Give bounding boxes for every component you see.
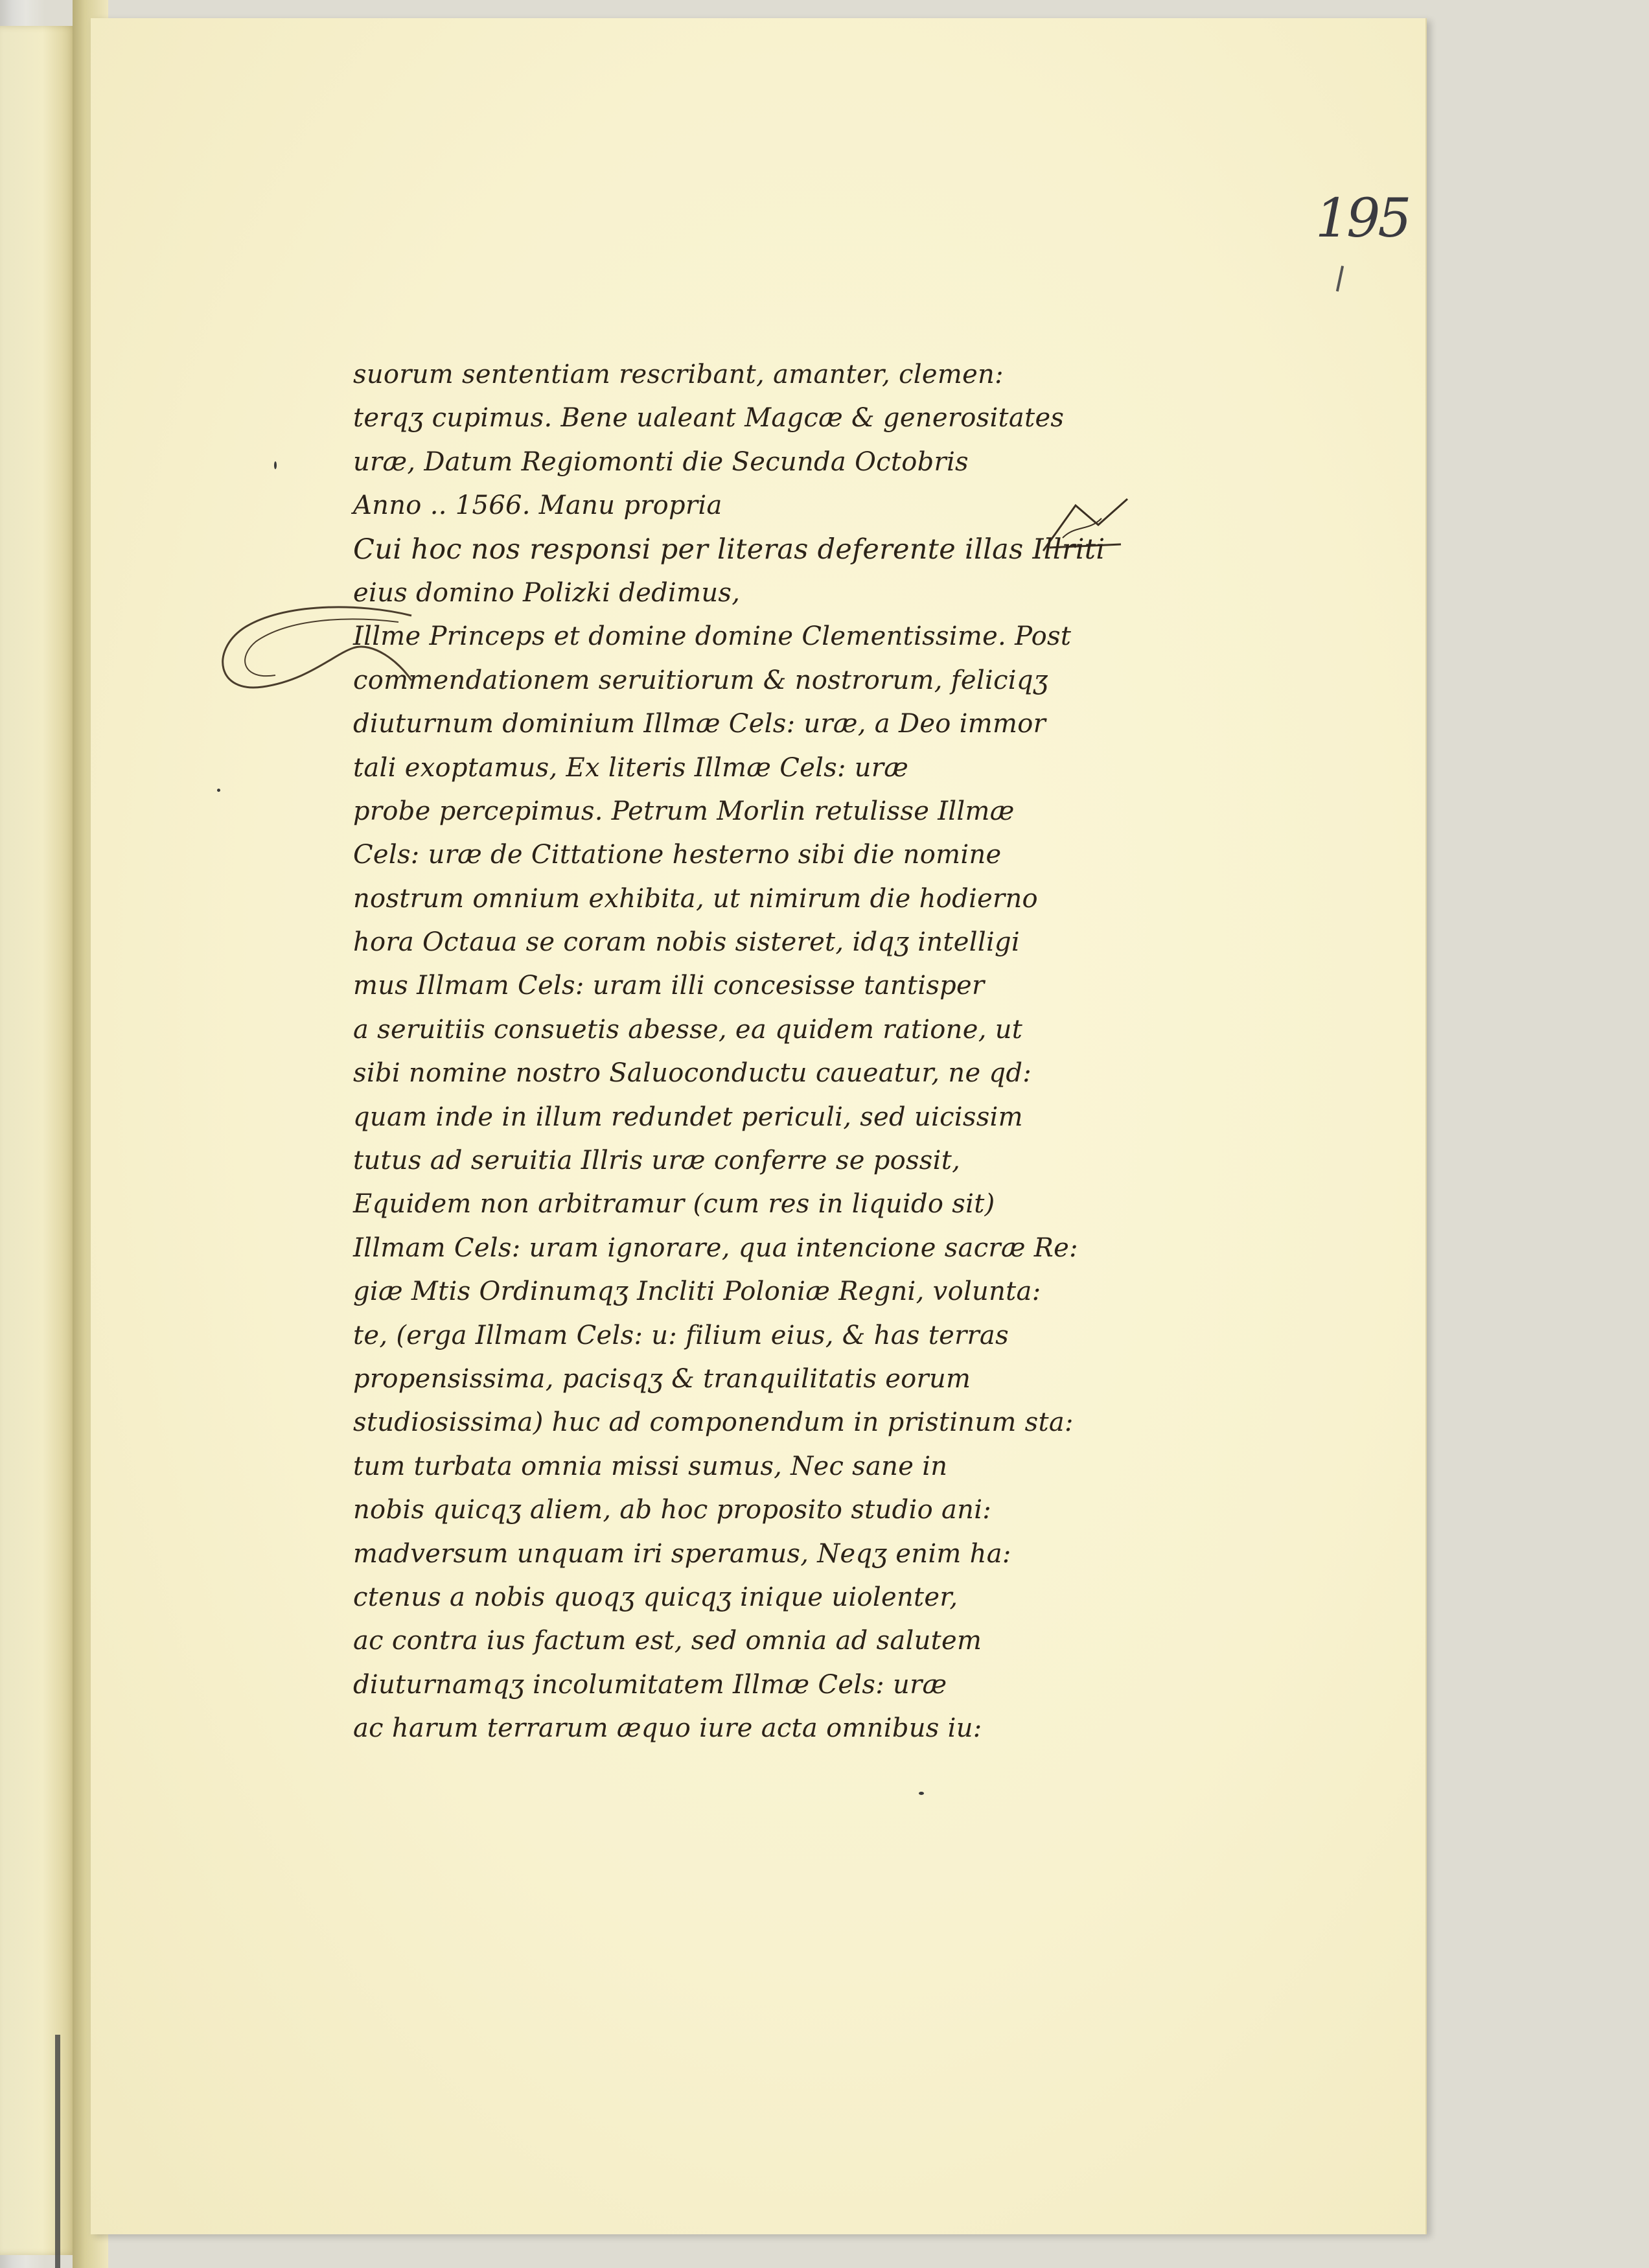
text-line: Illme Princeps et domine domine Clementissime. Post	[353, 621, 1072, 652]
text-line: probe percepimus. Petrum Morlin retulisse Illmæ	[353, 796, 1015, 826]
text-line: eius domino Polizki dedimus,	[353, 577, 741, 608]
text-line: Illmam Cels: uram ignorare, qua intencione sacræ Re:	[353, 1232, 1078, 1263]
text-line: nostrum omnium exhibita, ut nimirum die hodierno	[353, 883, 1038, 914]
text-line: sibi nomine nostro Saluoconductu caueatur, ne qd:	[353, 1058, 1032, 1089]
text-line: diuturnum dominium Illmæ Cels: uræ, a Deo immor	[353, 709, 1046, 739]
text-line: tutus ad seruitia Illris uræ conferre se possit,	[353, 1146, 961, 1176]
text-line: Cels: uræ de Cittatione hesterno sibi die nomine	[353, 840, 1002, 870]
text-line: Equidem non arbitramur (cum res in liquido sit)	[353, 1189, 995, 1220]
text-line: studiosissima) huc ad componendum in pristinum sta:	[353, 1407, 1074, 1438]
text-line: uræ, Datum Regiomonti die Secunda Octobris	[353, 446, 969, 477]
text-line: mus Illmam Cels: uram illi concesisse tantisper	[353, 971, 985, 1001]
text-line: suorum sententiam rescribant, amanter, clemen:	[353, 360, 1004, 389]
text-line: giæ Mtis Ordinumqʒ Incliti Poloniæ Regni, volunta:	[353, 1277, 1041, 1307]
text-line: quam inde in illum redundet periculi, sed uicissim	[353, 1102, 1023, 1132]
text-line: ctenus a nobis quoqʒ quicqʒ inique uiolenter,	[353, 1582, 958, 1612]
text-line: hora Octaua se coram nobis sisteret, idqʒ intelligi	[353, 927, 1021, 958]
text-line: commendationem seruitiorum & nostrorum, feliciqʒ	[353, 665, 1048, 695]
ink-dot	[217, 789, 220, 792]
text-line: a seruitiis consuetis abesse, ea quidem ratione, ut	[353, 1014, 1023, 1045]
facing-page-edge	[0, 26, 78, 2255]
folio-number: 195	[1315, 188, 1409, 249]
text-line: Anno .. 1566. Manu propria	[353, 491, 722, 521]
binding-shadow	[55, 2035, 60, 2268]
ink-dot	[919, 1792, 924, 1795]
text-line: te, (erga Illmam Cels: u: filium eius, & has terras	[353, 1320, 1009, 1350]
text-line: nobis quicqʒ aliem, ab hoc proposito studio ani:	[353, 1495, 992, 1525]
text-line: ac harum terrarum æquo iure acta omnibus iu:	[353, 1713, 982, 1744]
text-line: madversum unquam iri speramus, Neqʒ enim ha:	[353, 1538, 1011, 1569]
text-line: propensissima, pacisqʒ & tranquilitatis eorum	[353, 1363, 971, 1394]
ink-dot	[274, 461, 277, 469]
text-line: terqʒ cupimus. Bene ualeant Magcæ & generositates	[353, 403, 1065, 434]
manuscript-text	[353, 353, 1195, 1751]
text-line: ac contra ius factum est, sed omnia ad salutem	[353, 1626, 982, 1656]
text-line: Cui hoc nos responsi per literas deferente illas Illriti	[353, 533, 1105, 566]
text-line: tum turbata omnia missi sumus, Nec sane in	[353, 1451, 948, 1481]
text-line: diuturnamqʒ incolumitatem Illmæ Cels: uræ	[353, 1669, 947, 1700]
text-line: tali exoptamus, Ex literis Illmæ Cels: uræ	[353, 752, 909, 783]
